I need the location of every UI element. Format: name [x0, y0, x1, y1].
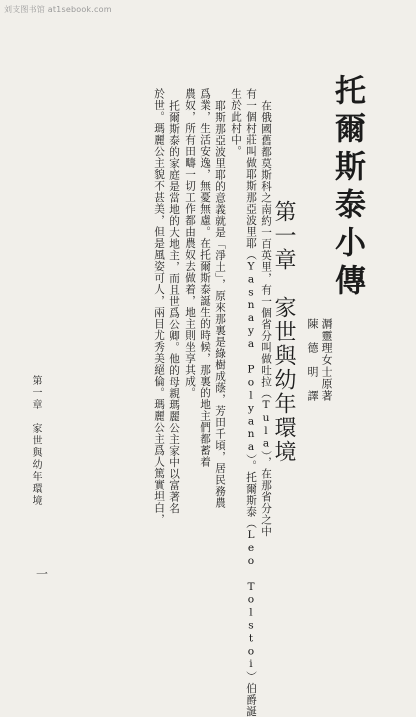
running-head: 第一章 家世與幼年環境 — [30, 375, 41, 507]
watermark: 刘支图书馆 at1sebook.com — [4, 5, 112, 14]
translator-credit: 陳 德 明 譯 — [306, 318, 319, 402]
body-line: 爲業，生活安逸，無憂無慮。在托爾斯泰誕生的時候，那裏的地主們都蓄着 — [199, 88, 211, 468]
body-line: 托爾斯泰的家庭是當地的大地主，而且世爲公卿。他的母親瑪麗公主家中以富著名 — [168, 100, 180, 514]
body-line: 在俄國舊都莫斯科之南約一百英里，有一個省分叫做吐拉（Tula），在那省分之中 — [260, 100, 272, 538]
body-line: 於世。瑪麗公主貌不甚美，但是風姿可人，兩目尤秀美絕倫。瑪麗公主爲人篤實坦白， — [153, 88, 165, 525]
body-line: 耶斯那亞波里耶的意義就是「淨土」，原來那裏是綠樹成蔭，芳田千頃，居民務農 — [214, 100, 226, 509]
chapter-title: 第一章 家世與幼年環境 — [271, 200, 296, 464]
body-line: 生於此村中。 — [230, 88, 242, 157]
book-title: 托爾斯泰小傳 — [329, 74, 365, 302]
author-credit: 漘靈理女士原著 — [320, 318, 333, 402]
body-line: 有一個村莊叫做耶斯那亞波里耶（Yasnaya Polyana）。托爾斯泰（Leo Tolstoi）伯爵誕 — [245, 88, 257, 717]
body-line: 農奴，所有田疇一切工作都由農奴去做着，地主則坐享其成。 — [184, 88, 196, 399]
page-number: 一 — [36, 567, 49, 581]
